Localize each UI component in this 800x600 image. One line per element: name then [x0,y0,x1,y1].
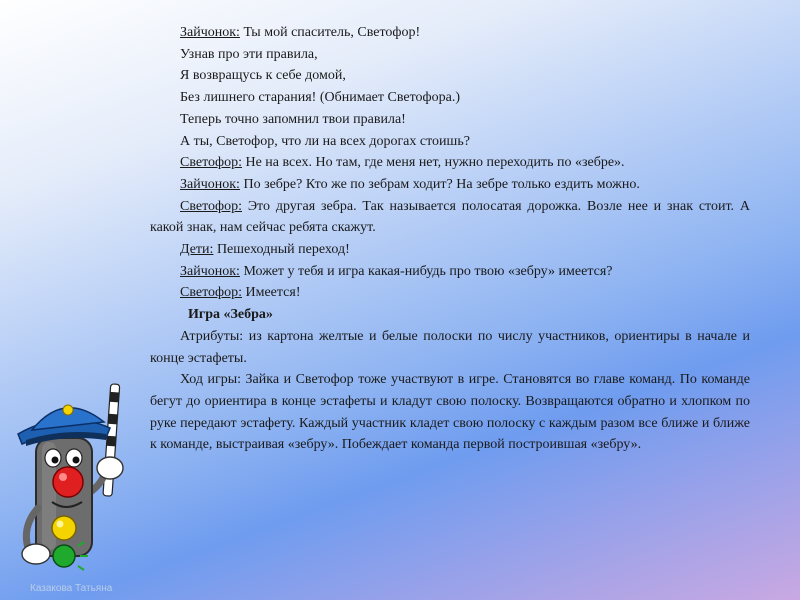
dialogue-line [150,152,750,174]
game-title: Игра «Зебра» [188,307,273,323]
speaker-name: Светофор: [180,285,242,301]
line-text: Это другая зебра. Так называется полосатая дорожка. Возле нее и знак стоит. А какой знак, нам сейчас ребята скажут. [150,198,750,236]
dialogue-line [150,109,750,131]
speaker-name: Светофор: [180,198,242,214]
line-text: Я возвращусь к себе домой, [180,68,346,84]
line-text: А ты, Светофор, что ли на всех дорогах стоишь? [180,133,470,149]
dialogue-line [150,239,750,261]
speaker-name: Зайчонок: [180,25,240,40]
line-text: Без лишнего старания! (Обнимает Светофора.) [180,90,460,106]
dialogue-line [150,196,750,239]
speaker-name: Дети: [180,242,214,258]
dialogue-line [150,282,750,304]
line-text: Имеется! [241,285,301,301]
traffic-light-policeman-icon [6,378,146,583]
dialogue-line [150,22,750,44]
line-text: Узнав про эти правила, [180,46,318,62]
line-text: По зебре? Кто же по зебрам ходит? На зебре только ездить можно. [239,176,640,192]
speaker-name: Зайчонок: [180,176,240,192]
game-progress-paragraph: Ход игры: Зайка и Светофор тоже участвуют в игре. Становятся во главе команд. По команде бегут до ориентира в конце эстафеты и кладут свою полоску. Возвращаются обратно и хлопком по руке передают эстафету. Каждый участник кладет свою полоску с каждым разом все ближе и ближе к команде, выстраивая «зебру». Побеждает команда первой построившая «зебру». [150,372,750,453]
attributes-paragraph: Атрибуты: из картона желтые и белые полоски по числу участников, ориентиры в начале и конце эстафеты. [150,328,750,366]
dialogue-line [150,65,750,87]
speaker-name: Зайчонок: [180,263,240,279]
dialogue-line [150,87,750,109]
dialogue-line [150,261,750,283]
line-text: Теперь точно запомнил твои правила! [180,111,406,127]
line-text: Не на всех. Но там, где меня нет, нужно переходить по «зебре». [241,155,625,171]
document-body [150,22,750,456]
dialogue-line [150,131,750,153]
dialogue-line [150,174,750,196]
speaker-name: Светофор: [180,155,242,171]
author-watermark: Казакова Татьяна [30,583,113,594]
dialogue-line [150,44,750,66]
line-text: Ты мой спаситель, Светофор! [239,25,421,40]
line-text: Может у тебя и игра какая-нибудь про твою «зебру» имеется? [239,263,613,279]
line-text: Пешеходный переход! [213,242,350,258]
